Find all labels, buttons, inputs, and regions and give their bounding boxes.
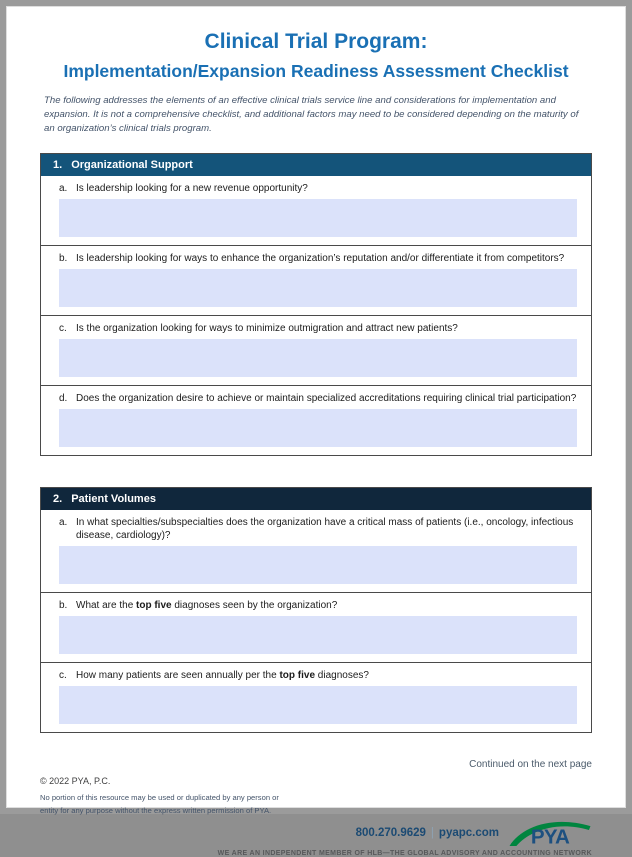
checklist-page — [7, 7, 625, 857]
question-row-1b — [41, 245, 591, 307]
section-patient-volumes — [40, 487, 592, 733]
permission-line-1: No portion of this resource may be used or duplicated by any person or — [40, 793, 279, 802]
question-row-2c — [41, 662, 591, 724]
question-2b — [41, 593, 591, 612]
question-1c-letter: c. — [59, 323, 67, 334]
answer-field-1a[interactable] — [59, 199, 577, 237]
section-1-title: Organizational Support — [71, 159, 193, 171]
question-row-1c — [41, 315, 591, 377]
answer-field-1d[interactable] — [59, 409, 577, 447]
network-tagline: WE ARE AN INDEPENDENT MEMBER OF HLB—THE GLOBAL ADVISORY AND ACCOUNTING NETWORK — [217, 850, 592, 857]
question-1b-letter: b. — [59, 253, 68, 264]
contact-info — [356, 827, 499, 839]
question-2a — [41, 510, 591, 542]
section-organizational-support — [40, 153, 592, 456]
brand-row — [40, 818, 592, 848]
question-1d-letter: d. — [59, 393, 68, 404]
permission-line-2: entity for any purpose without the express written permission of PYA. — [40, 806, 272, 815]
answer-field-1b[interactable] — [59, 269, 577, 307]
question-2c — [41, 663, 591, 682]
permission-notice — [40, 791, 592, 817]
section-1-header — [41, 154, 591, 176]
question-2c-text: How many patients are seen annually per the top five diagnoses? — [76, 670, 369, 681]
pya-logo — [508, 818, 592, 848]
document-title-line1: Clinical Trial Program: — [204, 30, 428, 53]
section-2-title: Patient Volumes — [71, 493, 156, 505]
question-row-2a — [41, 510, 591, 584]
question-1a — [41, 176, 591, 195]
answer-field-2a[interactable] — [59, 546, 577, 584]
question-row-1a — [41, 176, 591, 237]
contact-separator: | — [430, 827, 434, 839]
question-1a-letter: a. — [59, 183, 68, 194]
question-row-2b — [41, 592, 591, 654]
answer-field-1c[interactable] — [59, 339, 577, 377]
question-1c-text: Is the organization looking for ways to minimize outmigration and attract new patients? — [76, 323, 458, 334]
question-row-1d — [41, 385, 591, 447]
question-1d — [41, 386, 591, 405]
question-2a-letter: a. — [59, 517, 68, 528]
answer-field-2c[interactable] — [59, 686, 577, 724]
section-2-header — [41, 488, 591, 510]
question-1b-text: Is leadership looking for ways to enhance the organization’s reputation and/or differentiate it from competitors? — [76, 253, 565, 264]
copyright-line: © 2022 PYA, P.C. — [40, 776, 111, 786]
question-2c-letter: c. — [59, 670, 67, 681]
website-url: pyapc.com — [438, 827, 499, 839]
question-1d-text: Does the organization desire to achieve or maintain specialized accreditations requiring clinical trial participation? — [76, 393, 577, 404]
pya-logo-text: PYA — [530, 825, 570, 849]
question-1c — [41, 316, 591, 335]
section-2-number: 2. — [53, 493, 63, 505]
question-2b-letter: b. — [59, 600, 68, 611]
question-2a-text: In what specialties/subspecialties does the organization have a critical mass of patients (i.e., oncology, infectious disease, cardiology)? — [76, 517, 574, 541]
question-2b-text: What are the top five diagnoses seen by the organization? — [76, 600, 338, 611]
answer-field-2b[interactable] — [59, 616, 577, 654]
phone-number: 800.270.9629 — [355, 827, 426, 839]
question-1a-text: Is leadership looking for a new revenue opportunity? — [76, 183, 308, 194]
intro-paragraph: The following addresses the elements of an effective clinical trials service line and considerations for implementation and expansion. It is not a comprehensive checklist, and additional factors may need to be considered depending on the maturity of an organization’s clinical trials program. — [44, 95, 579, 134]
question-1b — [41, 246, 591, 265]
document-title-line2: Implementation/Expansion Readiness Assessment Checklist — [63, 61, 569, 81]
section-1-number: 1. — [53, 159, 63, 171]
continued-note: Continued on the next page — [469, 759, 592, 770]
